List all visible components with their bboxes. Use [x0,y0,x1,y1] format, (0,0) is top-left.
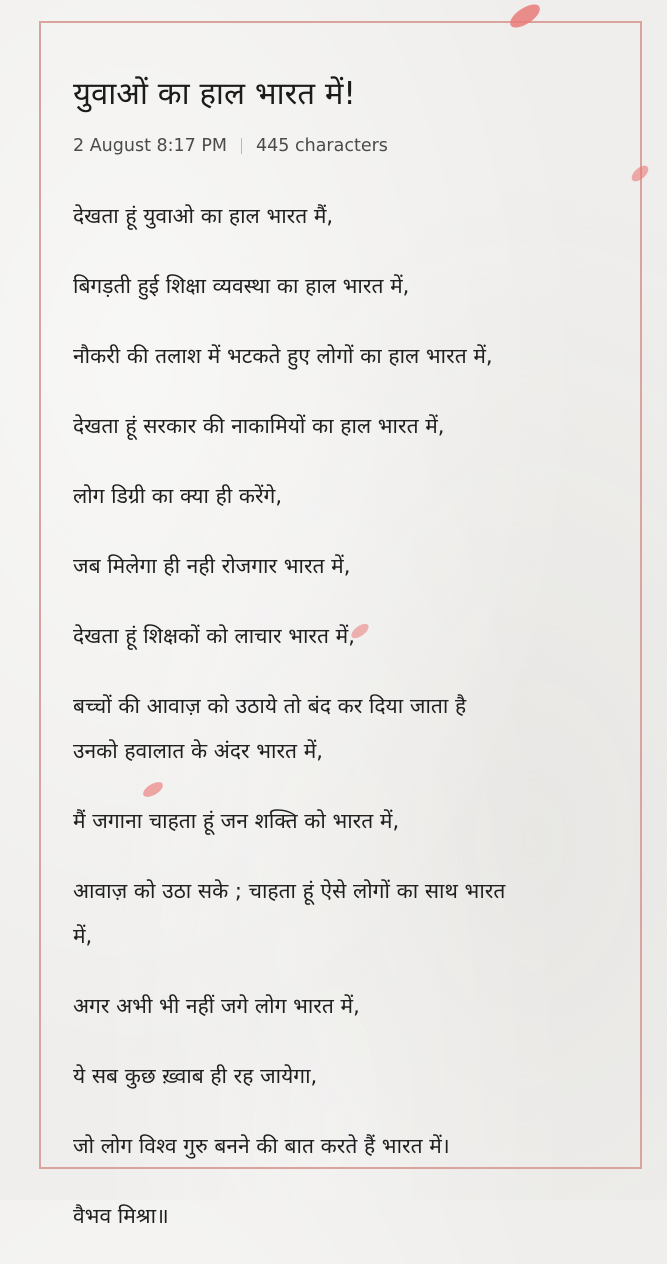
note-line: में, [73,924,93,948]
note-body[interactable] [73,194,633,1239]
note-line: वैभव मिश्रा॥ [73,1204,169,1228]
note-line: अगर अभी भी नहीं जगे लोग भारत में, [73,994,360,1018]
note-line: आवाज़ को उठा सके ; चाहता हूं ऐसे लोगों का साथ भारत [73,879,506,903]
note-date: 2 August 8:17 PM [73,136,228,156]
note-title[interactable]: युवाओं का हाल भारत में! [73,76,356,112]
note-line: जब मिलेगा ही नही रोजगार भारत में, [73,554,351,578]
note-line: देखता हूं युवाओ का हाल भारत मैं, [73,204,334,228]
note-line: नौकरी की तलाश में भटकते हुए लोगों का हाल भारत में, [73,344,493,368]
note-line: देखता हूं शिक्षकों को लाचार भारत में, [73,624,355,648]
note-line: बिगड़ती हुई शिक्षा व्यवस्था का हाल भारत में, [73,274,410,298]
note-content [73,70,633,1264]
note-char-count: 445 characters [256,136,388,156]
note-line: बच्चों की आवाज़ को उठाये तो बंद कर दिया जाता है [73,694,467,718]
note-line: जो लोग विश्व गुरु बनने की बात करते हैं भारत में। [73,1134,450,1158]
note-line: लोग डिग्री का क्या ही करेंगे, [73,484,283,508]
meta-divider [241,138,242,154]
note-meta [73,134,633,158]
note-line: उनको हवालात के अंदर भारत में, [73,739,323,763]
note-line: देखता हूं सरकार की नाकामियों का हाल भारत में, [73,414,445,438]
note-line: मैं जगाना चाहता हूं जन शक्ति को भारत में, [73,809,400,833]
note-line: ये सब कुछ ख़्वाब ही रह जायेगा, [73,1064,318,1088]
